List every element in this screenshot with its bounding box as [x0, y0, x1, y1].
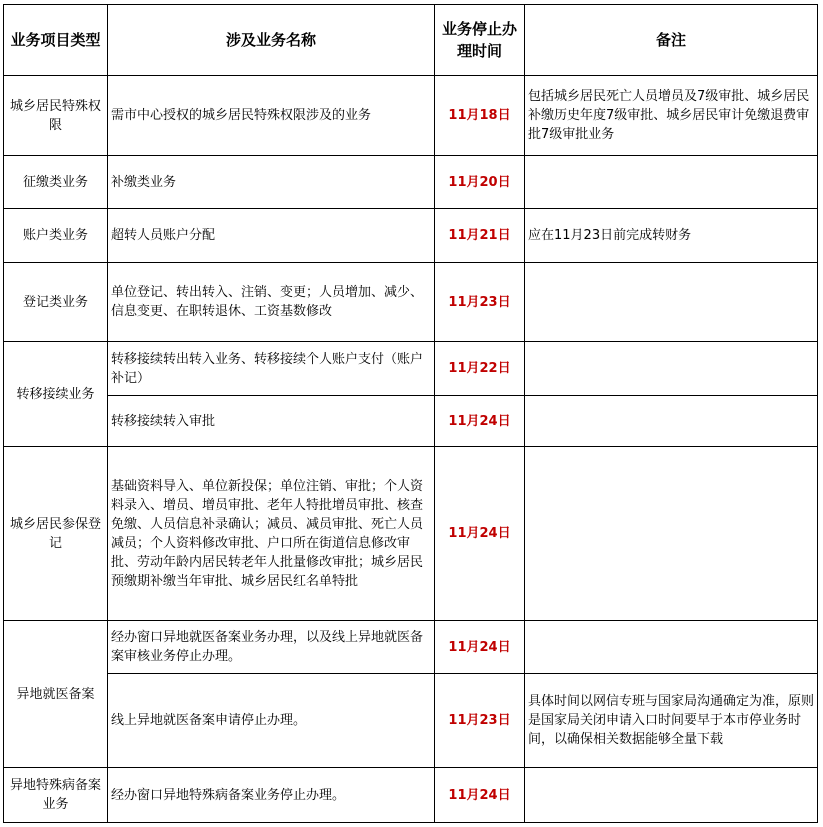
stop-date-cell: 11月22日 — [435, 342, 525, 396]
note-cell: 具体时间以网信专班与国家局沟通确定为准，原则是国家局关闭申请入口时间要早于本市停业务时间，以确保相关数据能够全量下载 — [525, 674, 818, 768]
stop-date-cell: 11月18日 — [435, 76, 525, 156]
table-row — [4, 621, 818, 674]
header-business-name: 涉及业务名称 — [108, 5, 435, 76]
table-row — [4, 447, 818, 621]
note-cell — [525, 447, 818, 621]
table-row — [4, 156, 818, 209]
category-cell: 转移接续业务 — [4, 342, 108, 447]
table-row — [4, 76, 818, 156]
business-name-cell: 单位登记、转出转入、注销、变更；人员增加、减少、信息变更、在职转退休、工资基数修改 — [108, 263, 435, 342]
note-cell — [525, 621, 818, 674]
stop-date-cell: 11月21日 — [435, 209, 525, 263]
stop-date-cell: 11月24日 — [435, 396, 525, 447]
business-name-cell: 经办窗口异地特殊病备案业务停止办理。 — [108, 768, 435, 823]
business-name-cell: 转移接续转出转入业务、转移接续个人账户支付（账户补记） — [108, 342, 435, 396]
category-cell: 城乡居民参保登记 — [4, 447, 108, 621]
business-name-cell: 超转人员账户分配 — [108, 209, 435, 263]
stop-date-cell: 11月24日 — [435, 447, 525, 621]
header-row — [4, 5, 818, 76]
table-row — [4, 342, 818, 396]
header-stop-date: 业务停止办理时间 — [435, 5, 525, 76]
header-note: 备注 — [525, 5, 818, 76]
table-row — [4, 396, 818, 447]
table-row — [4, 674, 818, 768]
table-row — [4, 768, 818, 823]
table-row — [4, 209, 818, 263]
stop-date-cell: 11月23日 — [435, 263, 525, 342]
stop-date-cell: 11月24日 — [435, 621, 525, 674]
category-cell: 账户类业务 — [4, 209, 108, 263]
business-name-cell: 补缴类业务 — [108, 156, 435, 209]
category-cell: 异地就医备案 — [4, 621, 108, 768]
business-name-cell: 转移接续转入审批 — [108, 396, 435, 447]
category-cell: 征缴类业务 — [4, 156, 108, 209]
business-name-cell: 需市中心授权的城乡居民特殊权限涉及的业务 — [108, 76, 435, 156]
category-cell: 异地特殊病备案业务 — [4, 768, 108, 823]
note-cell — [525, 768, 818, 823]
stop-date-cell: 11月24日 — [435, 768, 525, 823]
note-cell — [525, 396, 818, 447]
business-name-cell: 线上异地就医备案申请停止办理。 — [108, 674, 435, 768]
business-name-cell: 经办窗口异地就医备案业务办理，以及线上异地就医备案审核业务停止办理。 — [108, 621, 435, 674]
header-category: 业务项目类型 — [4, 5, 108, 76]
note-cell — [525, 156, 818, 209]
note-cell — [525, 342, 818, 396]
stop-date-cell: 11月23日 — [435, 674, 525, 768]
category-cell: 城乡居民特殊权限 — [4, 76, 108, 156]
note-cell: 包括城乡居民死亡人员增员及7级审批、城乡居民补缴历史年度7级审批、城乡居民审计免缴退费审批7级审批业务 — [525, 76, 818, 156]
business-name-cell: 基础资料导入、单位新投保；单位注销、审批；个人资料录入、增员、增员审批、老年人特批增员审批、核查免缴、人员信息补录确认；减员、减员审批、死亡人员减员；个人资料修改审批、户口所在街道信息修改审批、劳动年龄内居民转老年人批量修改审批；城乡居民预缴期补缴当年审批、城乡居民红名单特批 — [108, 447, 435, 621]
stop-date-cell: 11月20日 — [435, 156, 525, 209]
table-row — [4, 263, 818, 342]
note-cell — [525, 263, 818, 342]
note-cell: 应在11月23日前完成转财务 — [525, 209, 818, 263]
business-suspension-table — [3, 4, 818, 823]
category-cell: 登记类业务 — [4, 263, 108, 342]
